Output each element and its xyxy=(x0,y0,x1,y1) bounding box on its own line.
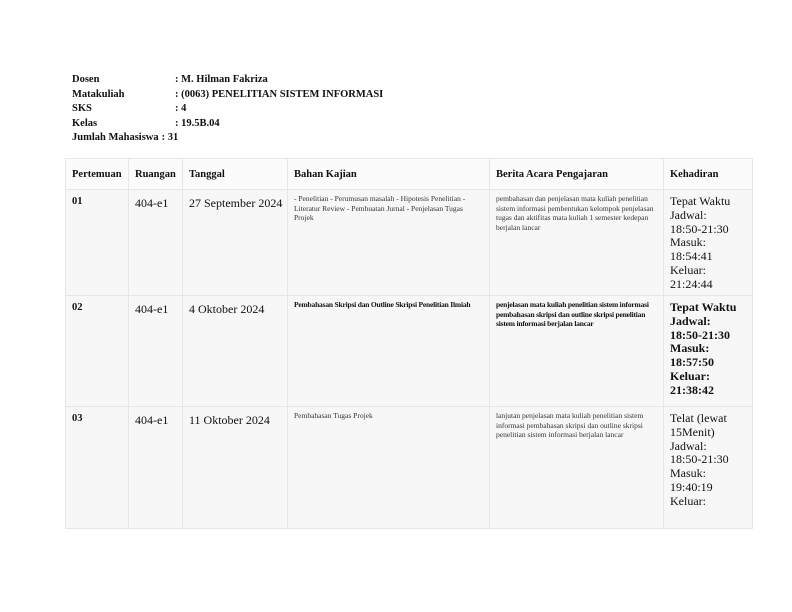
kehadiran-line: 21:38:42 xyxy=(670,382,714,397)
matakuliah-label: Matakuliah xyxy=(72,88,125,100)
table-row xyxy=(66,407,753,529)
cell-ruangan: 404-e1 xyxy=(129,296,183,407)
cell-kehadiran xyxy=(664,190,753,296)
cell-bahan-kajian: Pembahasan Tugas Projek xyxy=(288,407,490,529)
kehadiran-line: 21:24:44 xyxy=(670,276,713,291)
attendance-table xyxy=(65,158,753,529)
col-header-tanggal: Tanggal xyxy=(183,159,288,190)
col-header-pertemuan: Pertemuan xyxy=(66,159,129,190)
cell-bahan-kajian: Pembahasan Skripsi dan Outline Skripsi Penelitian Ilmiah xyxy=(288,296,490,407)
sks-value: : 4 xyxy=(175,103,187,115)
sks-label: SKS xyxy=(72,103,92,115)
cell-kehadiran xyxy=(664,407,753,529)
kehadiran-status: Tepat Waktu xyxy=(670,300,737,314)
kehadiran-line: Jadwal: xyxy=(670,207,707,222)
cell-berita-acara: lanjutan penjelasan mata kuliah penelitian sistem informasi pembahasan skripsi dan outline skripsi penelitian sistem informasi berjalan lancar xyxy=(490,407,664,529)
col-header-berita-acara: Berita Acara Pengajaran xyxy=(490,159,664,190)
kehadiran-line: Masuk: xyxy=(670,466,706,481)
cell-kehadiran xyxy=(664,296,753,407)
jumlah-value: : 31 xyxy=(161,132,179,144)
kehadiran-line: Masuk: xyxy=(670,341,710,356)
matakuliah-value: : (0063) PENELITIAN SISTEM INFORMASI xyxy=(175,88,384,100)
dosen-value: : M. Hilman Fakriza xyxy=(175,74,268,85)
info-row-matakuliah xyxy=(72,88,383,103)
info-row-jumlah xyxy=(72,131,383,146)
col-header-kehadiran: Kehadiran xyxy=(664,159,753,190)
kehadiran-line: 19:40:19 xyxy=(670,479,713,494)
cell-ruangan: 404-e1 xyxy=(129,190,183,296)
kehadiran-line: 18:50-21:30 xyxy=(670,327,730,342)
col-header-ruangan: Ruangan xyxy=(129,159,183,190)
kehadiran-line: 18:57:50 xyxy=(670,355,714,370)
cell-tanggal: 27 September 2024 xyxy=(183,190,288,296)
info-row-dosen xyxy=(72,73,383,88)
kehadiran-status: Tepat Waktu xyxy=(670,194,731,208)
kehadiran-line: 18:50-21:30 xyxy=(670,221,729,236)
table-header-row xyxy=(66,159,753,190)
cell-berita-acara: pembahasan dan penjelasan mata kuliah penelitian sistem informasi pembentukan kelompok penjelasan tugas dan aktifitas mata kuliah 1 semester kedepan berjalan lancar xyxy=(490,190,664,296)
cell-berita-acara: penjelasan mata kuliah penelitian sistem informasi pembahasan skripsi dan outline skripsi penelitian sistem informasi berjalan lancar xyxy=(490,296,664,407)
jumlah-label: Jumlah Mahasiswa xyxy=(72,132,159,144)
cell-pertemuan: 01 xyxy=(66,190,129,296)
kehadiran-line: 18:50-21:30 xyxy=(670,452,729,467)
kehadiran-line: Keluar: xyxy=(670,262,706,277)
table-row xyxy=(66,296,753,407)
kehadiran-line: Jadwal: xyxy=(670,438,707,453)
cell-pertemuan: 03 xyxy=(66,407,129,529)
info-row-sks xyxy=(72,102,383,117)
course-info xyxy=(72,73,383,146)
kehadiran-line: 18:54:41 xyxy=(670,249,713,264)
cell-pertemuan: 02 xyxy=(66,296,129,407)
col-header-bahan-kajian: Bahan Kajian xyxy=(288,159,490,190)
info-row-kelas xyxy=(72,117,383,132)
kehadiran-line: Masuk: xyxy=(670,235,706,250)
cell-tanggal: 11 Oktober 2024 xyxy=(183,407,288,529)
cell-tanggal: 4 Oktober 2024 xyxy=(183,296,288,407)
kelas-value: : 19.5B.04 xyxy=(175,117,220,129)
kehadiran-line: Jadwal: xyxy=(670,313,711,328)
table-row xyxy=(66,190,753,296)
kehadiran-status: Telat (lewat xyxy=(670,411,727,425)
cell-ruangan: 404-e1 xyxy=(129,407,183,529)
cell-bahan-kajian: - Penelitian - Perumusan masalah - Hipotesis Penelitian - Literatur Review - Pembuatan Jurnal - Penjelasan Tugas Projek xyxy=(288,190,490,296)
kehadiran-line: Keluar: xyxy=(670,368,710,383)
kehadiran-line: 15Menit) xyxy=(670,424,715,439)
dosen-label: Dosen xyxy=(72,74,100,85)
kelas-label: Kelas xyxy=(72,117,98,129)
kehadiran-line: Keluar: xyxy=(670,493,706,508)
